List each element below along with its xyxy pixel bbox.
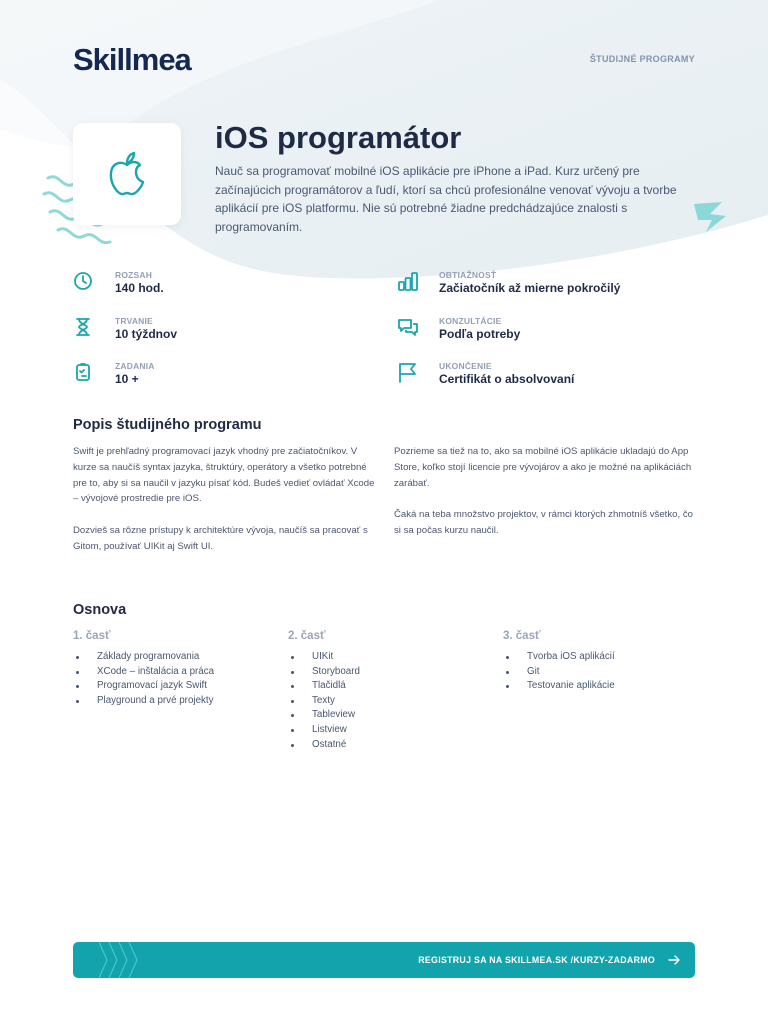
meta-value: 140 hod.	[115, 281, 164, 295]
meta-value: Začiatočník až mierne pokročilý	[439, 281, 621, 295]
list-item: Tableview	[288, 708, 488, 723]
chat-icon	[397, 316, 419, 338]
description-heading: Popis študijného programu	[73, 417, 262, 433]
part-title: 3. časť	[503, 630, 541, 642]
description-paragraph: Dozvieš sa rôzne prístupy k architektúre vývoja, naučíš sa pracovať s Gitom, používať UIKit aj Swift UI.	[73, 524, 368, 552]
hourglass-icon	[73, 316, 95, 338]
register-cta-button[interactable]	[73, 942, 695, 978]
meta-value: Certifikát o absolvovaní	[439, 372, 575, 386]
bar-chart-icon	[397, 270, 419, 292]
description-paragraph: Swift je prehľadný programovací jazyk vhodný pre začiatočníkov. V kurze sa naučíš syntax jazyka, štruktúry, operátory a všetko potrebné pre to, aby si sa naučil v jazyku písať kód. Budeš vedieť ovládať Xcode – vývojové prostredie pre iOS.	[73, 446, 375, 505]
description-paragraph: Pozrieme sa tiež na to, ako sa mobilné iOS aplikácie ukladajú do App Store, koľko stojí licencie pre vývojárov a ako je možné na aplikáciách zarábať.	[394, 446, 692, 489]
course-intro: Nauč sa programovať mobilné iOS aplikácie pre iPhone a iPad. Kurz určený pre začínajúcich programátorov a ľudí, ktorí sa chcú profesionálne venovať vývoju a tvorbe aplikácií pre iOS platformu. Nie sú potrebné žiadne predchádzajúce znalosti s programovaním.	[215, 164, 677, 234]
arrow-right-icon	[668, 954, 680, 966]
meta-label: UKONČENIE	[439, 361, 492, 371]
bolt-decoration	[692, 200, 728, 234]
meta-label: KONZULTÁCIE	[439, 316, 502, 326]
meta-assignments	[73, 361, 353, 393]
list-item: Základy programovania	[73, 650, 273, 665]
course-icon-card	[73, 123, 181, 225]
skillmea-logo[interactable]: Skillmea	[73, 42, 191, 77]
meta-value: 10 +	[115, 372, 139, 386]
chevrons-decoration	[99, 942, 143, 978]
description-left	[73, 444, 378, 570]
list-item: Tvorba iOS aplikácií	[503, 650, 703, 665]
meta-label: ROZSAH	[115, 270, 153, 280]
meta-label: ZADANIA	[115, 361, 155, 371]
meta-label: OBTIAŽNOSŤ	[439, 270, 497, 280]
part-list	[73, 650, 273, 708]
description-paragraph: Čaká na teba množstvo projektov, v rámci ktorých zhmotníš všetko, čo si sa počas kurzu naučil.	[394, 509, 693, 536]
list-item: Playground a prvé projekty	[73, 694, 273, 709]
meta-difficulty	[397, 270, 677, 302]
description-right	[394, 444, 699, 555]
list-item: Programovací jazyk Swift	[73, 679, 273, 694]
meta-consultation	[397, 316, 677, 348]
outline-heading: Osnova	[73, 602, 127, 618]
cta-label: REGISTRUJ SA NA SKILLMEA.SK /KURZY-ZADARMO	[418, 955, 655, 965]
course-title: iOS programátor	[215, 120, 462, 155]
meta-value: Podľa potreby	[439, 327, 521, 341]
list-item: Tlačidlá	[288, 679, 488, 694]
meta-label: TRVANIE	[115, 316, 153, 326]
study-programs-link[interactable]: ŠTUDIJNÉ PROGRAMY	[589, 54, 695, 64]
list-item: UIKit	[288, 650, 488, 665]
flag-icon	[397, 361, 419, 383]
list-item: Texty	[288, 694, 488, 709]
apple-icon	[107, 151, 147, 197]
list-item: Listview	[288, 723, 488, 738]
part-title: 2. časť	[288, 630, 326, 642]
part-title: 1. časť	[73, 630, 111, 642]
list-item: Ostatné	[288, 738, 488, 753]
meta-value: 10 týždnov	[115, 327, 178, 341]
part-list	[503, 650, 703, 694]
list-item: Storyboard	[288, 665, 488, 680]
part-list	[288, 650, 488, 752]
list-item: XCode – inštalácia a práca	[73, 665, 273, 680]
meta-duration	[73, 316, 353, 348]
clipboard-icon	[73, 361, 95, 383]
meta-completion	[397, 361, 677, 393]
list-item: Git	[503, 665, 703, 680]
clock-icon	[73, 270, 95, 292]
list-item: Testovanie aplikácie	[503, 679, 703, 694]
meta-scope	[73, 270, 353, 302]
